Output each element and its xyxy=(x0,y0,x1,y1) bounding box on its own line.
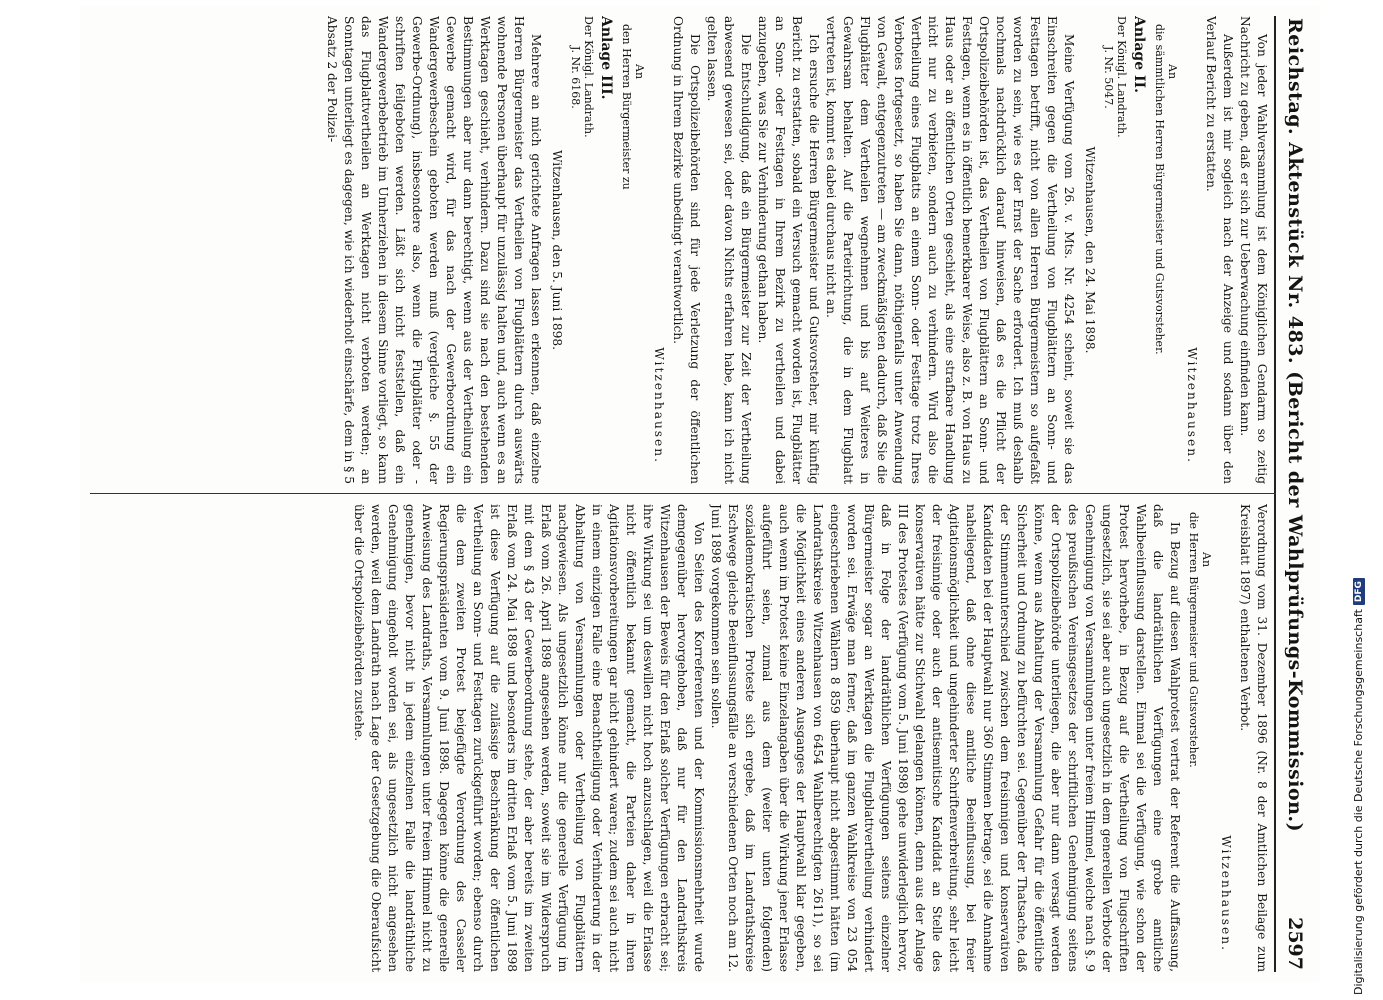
authority-block xyxy=(569,16,595,484)
header-rule xyxy=(1274,16,1276,972)
authority-block xyxy=(1102,16,1128,484)
page-header xyxy=(1278,18,1312,970)
addressee xyxy=(1153,24,1179,484)
credit-text: Digitalisierung gefördert durch die Deutsche Forschungsgemeinschaft xyxy=(1352,609,1365,995)
addressee-an: An xyxy=(1166,64,1179,80)
addressee-text: die Herren Bürgermeister und Gutsvorsteher. xyxy=(1187,512,1200,768)
paragraph: In Bezug auf diesen Wahlprotest vertrat der Referent die Auffassung, daß die landräthlichen Verfügungen eine grobe amtliche Wahlbeeinflussung darstellen. Einmal sei die Verfügung, wie schon der Protest hervorhebe, in Bezug auf die Vertheilung von Flugschriften ungesetzlich, sie sei aber auch ungesetzlich in dem generellen Verbote der Genehmigung von Versammlungen unter freiem Himmel, welche nach §. 9 des preußischen Vereinsgesetzes der schriftlichen Genehmigung seitens der Ortspolizeibehörde unterliegen, die aber nur dann versagt werden könne, wenn aus Abhaltung der Versammlung Gefahr für die öffentliche Sicherheit und Ordnung zu befürchten sei. Gegenüber der Thatsache, daß der Stimmenunterschied zwischen dem freisinnigen und konservativen Kandidaten bei der Hauptwahl nur 360 Stimmen betrage, sei die Annahme naheliegend, daß ohne diese amtliche Beeinflussung, bei freier Agitationsmöglichkeit und ungehinderter Schriftenverbreitung, sehr leicht der freisinnige oder auch der antisemitische Kandidat an Stelle des konservativen hätte zur Stichwahl gelangen können, denn aus der Anlage III des Protestes (Verfügung vom 5. Juni 1898) gehe unwiderleglich hervor, daß in Folge der landräthlichen Verfügungen seitens einzelner Bürgermeister sogar an Werktagen die Flugblattvertheilung verhindert worden sei. Erwäge man ferner, daß im ganzen Wahlkreise von 23 054 eingeschriebenen Wählern 8 859 überhaupt nicht abgestimmt hätten (im Landrathskreise Witzenhausen von 6454 Wahlberechtigten 2611), so sei die Möglichkeit eines anderen Ausganges der Hauptwahl klar gegeben, auch wenn im Protest keine Einzelangaben über die Wirkung jener Erlasse aufgeführt seien, zumal aus dem (weiter unten folgenden) sozialdemokratischen Proteste sich ergebe, daß im Landrathskreise Eschwege gleiche Beeinflussungsfälle an verschiedenen Orten noch am 12. Juni 1898 vorgekommen sein sollen. xyxy=(709,504,1182,972)
page-header-title: Reichstag. Aktenstück Nr. 483. (Bericht der Wahlprüfungs-Kommission.) xyxy=(1284,18,1306,833)
paragraph: Ich ersuche die Herren Bürgermeister und Gutsvorsteher, mir künftig Bericht zu erstatten, sobald ein Versuch gemacht worden ist, Flugblätter an Sonn- oder Festtagen in Ihrem Bezirk zu vertheilen und dabei anzugeben, was Sie zur Verhinderung gethan haben. xyxy=(756,16,821,484)
column-divider xyxy=(90,493,1276,494)
signature: Witzenhausen. xyxy=(1185,347,1199,464)
place-date: Witzenhausen, den 24. Mai 1898. xyxy=(1083,146,1097,354)
paragraph: Die Entschuldigung, daß ein Bürgermeister zur Zeit der Vertheilung abwesend gewesen sei, oder davon Nichts erfahren habe, kann ich nicht gelten lassen. xyxy=(705,16,753,484)
addressee-text: die sämmtlichen Herren Bürgermeister und Gutsvorsteher. xyxy=(1153,24,1166,355)
place-date: Witzenhausen, den 5. Juni 1898. xyxy=(550,149,564,351)
paragraph: Mehrere an mich gerichtete Anfragen lassen erkennen, daß einzelne Herren Bürgermeister das Vertheilen von Flugblättern durch auswärts wohnende Personen überhaupt für unzulässig halten und, auch wenn es an Werktagen geschieht, verhindern. Dazu sind sie nach den bestehenden Bestimmungen aber nur dann berechtigt, wenn aus der Vertheilung ein Gewerbe gemacht wird, für das nach der Gewerbeordnung ein Wandergewerbeschein geboten werden muß (vergleiche §. 55 der Gewerbe-Ordnung), insbesondere also, wenn die Flugblätter oder -schriften feilgeboten werden. Läßt sich nicht feststellen, daß ein Wandergewerbebetrieb im Umherziehen in diesem Sinne vorliegt, so kann das Flugblattvertheilen an Werktagen nicht verboten werden; an Sonntagen unterliegt es dagegen, wie ich wiederholt einschärfe, dem in § 5 Absatz 2 der Polizei- xyxy=(325,16,543,484)
left-column xyxy=(90,16,1270,484)
addressee-an: An xyxy=(1200,552,1213,568)
addressee-text: den Herren Bürgermeister zu xyxy=(620,24,633,190)
digitization-credit xyxy=(1352,578,1365,995)
reference-number: J. Nr. 6168. xyxy=(569,46,582,109)
paragraph: Die Ortspolizeibehörden sind für jede Verletzung der öffentlichen Ordnung in Ihrem Bezirke unbedingt verantwortlich. xyxy=(671,16,702,484)
paragraph: Von jeder Wahlversammlung ist dem Königlichen Gendarm so zeitig Nachricht zu geben, daß er sich zur Ueberwachung einfinden kann. xyxy=(1238,16,1269,484)
right-column xyxy=(90,504,1270,972)
signature: Witzenhausen. xyxy=(1219,835,1233,952)
authority-name: Der Königl. Landrath. xyxy=(1115,16,1128,138)
addressee xyxy=(620,24,646,484)
paragraph: Von Seiten des Korreferenten und der Kommissionsmehrheit wurde demgegenüber hervorgehoben, daß nur für den Landrathskreis Witzenhausen der Beweis für den Erlaß solcher Verfügungen erbracht sei; ihre Wirkung sei um deswillen nicht hoch anzuschlagen, weil die Erlasse nicht öffentlich bekannt gemacht, die Parteien daher in ihren Agitationsvorbereitungen gar nicht gehindert waren; zudem sei auch nicht in einem einzigen Falle eine Benachtheiligung oder Verhinderung in der Abhaltung von Versammlungen oder Vertheilung von Flugblättern nachgewiesen. Als ungesetzlich könne nur die generelle Verfügung im Erlaß vom 26. April 1898 angesehen werden, soweit sie im Widerspruch mit dem § 43 der Gewerbeordnung stehe, der aber bereits im zweiten Erlaß vom 24. Mai 1898 und besonders im dritten Erlaß vom 5. Juni 1898 ist diese Verfügung auf die zulässige Beschränkung der öffentlichen Vertheilung an Sonn- und Festtagen zurückgeführt worden; ebenso durch die dem zweiten Protest beigefügte Verordnung des Casseler Regierungspräsidenten vom 9. Juni 1898. Dagegen könne die generelle Anweisung des Landraths, Versammlungen unter freiem Himmel nicht zu genehmigen, bevor nicht in jedem einzelnen Falle die landräthliche Genehmigung eingeholt worden sei, als ungesetzlich nicht angesehen werden, weil dem Landrath nach Lage der Gesetzgebung die Oberaufsicht über die Ortspolizeibehörden zustehe. xyxy=(352,504,706,972)
paragraph: Außerdem ist mir sogleich nach der Anzeige und sodann über den Verlauf Bericht zu erstatten. xyxy=(1204,16,1235,484)
page-number: 2597 xyxy=(1284,917,1306,970)
signature: Witzenhausen. xyxy=(652,347,666,464)
document-page xyxy=(80,6,1320,982)
addressee xyxy=(1187,512,1213,972)
paragraph: Verordnung vom 31. Dezember 1896 (Nr. 8 der Amtlichen Beilage zum Kreisblatt 1897) enthaltenen Verbot. xyxy=(1238,504,1269,972)
dfg-logo: DFG xyxy=(1353,578,1365,605)
authority-name: Der Königl. Landrath. xyxy=(582,16,595,138)
annex-heading: Anlage III. xyxy=(598,16,614,100)
addressee-an: An xyxy=(633,64,646,80)
paragraph: Meine Verfügung vom 26. v. Mts. Nr. 4254 scheint, soweit sie das Einschreiten gegen die Vertheilung von Flugblättern an Sonn- und Festtagen betrifft, nicht von allen Herren Bürgermeistern so aufgefaßt worden zu sein, wie es der Ernst der Sache erfordert. Ich muß deshalb nochmals nachdrücklich darauf hinweisen, daß es die Pflicht der Ortspolizeibehörden ist, das Vertheilen von Flugblättern an Sonn- und Festtagen, wenn es in öffentlich bemerkbarer Weise, also z. B. von Haus zu Haus oder an öffentlichen Orten geschieht, als eine strafbare Handlung nicht nur zu verbieten, sondern auch zu verhindern. Wird also die Vertheilung eines Flugblatts an einem Sonn- oder Festtage trotz Ihres Verbotes fortgesetzt, so haben Sie dann, nöthigenfalls unter Anwendung von Gewalt, entgegenzutreten — am zweckmäßigsten dadurch, daß Sie die Flugblätter dem Vertheilen wegnehmen und bis auf Weiteres in Gewahrsam behalten. Auf die Parteirichtung, die in dem Flugblatt vertreten ist, kommt es dabei durchaus nicht an. xyxy=(824,16,1076,484)
reference-number: J. Nr. 5047. xyxy=(1102,46,1115,109)
annex-heading: Anlage II. xyxy=(1131,16,1147,93)
